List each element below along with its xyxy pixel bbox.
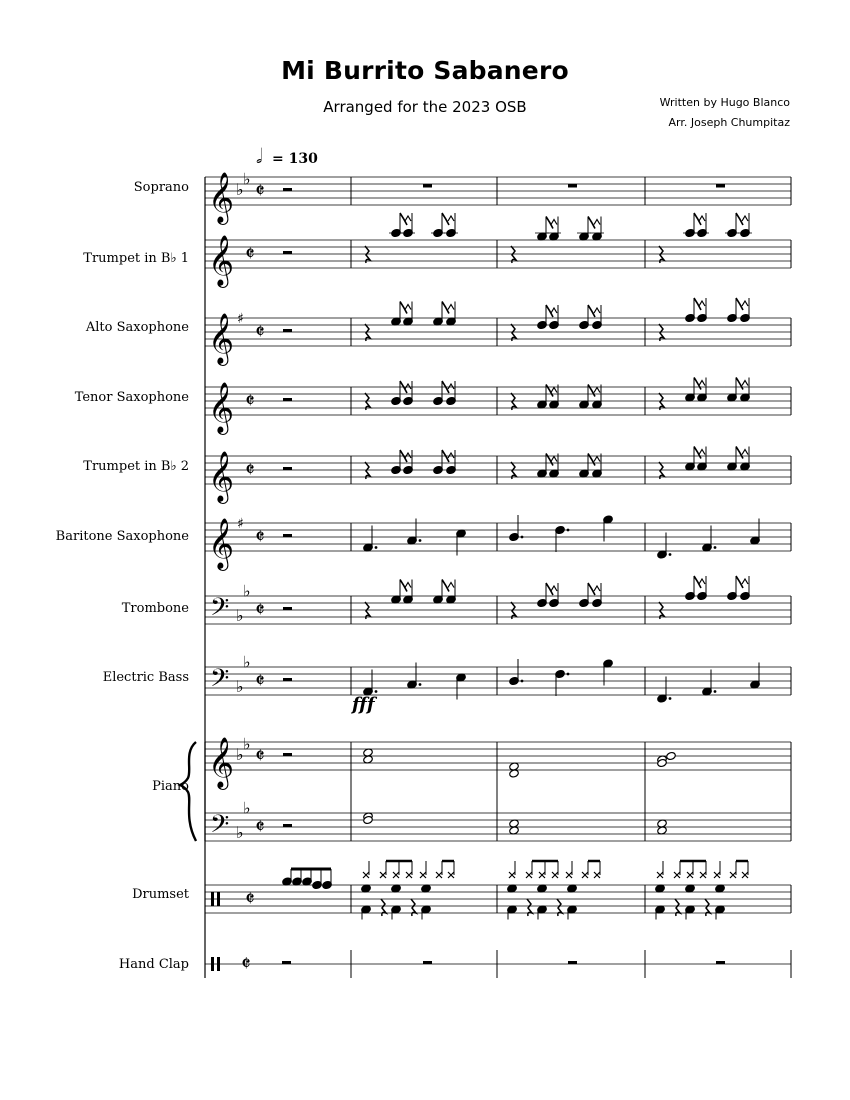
marcato-accent [551,586,557,591]
flat-icon: ♭ [236,677,244,696]
quarter-rest [511,246,516,263]
half-rest [283,329,292,332]
percussion-clef-icon [211,957,214,971]
marcato-accent [594,308,600,313]
cymbal-notehead [582,872,588,878]
cymbal-notehead [420,872,426,878]
marcato-accent [448,583,454,588]
flag [588,583,595,595]
cut-time-icon: 𝄵 [255,744,265,769]
cut-time-icon: 𝄵 [255,669,265,694]
whole-rest [568,184,577,188]
marcato-accent [405,216,411,221]
marcato-accent [405,305,411,310]
whole-rest [423,184,432,188]
half-rest [283,251,292,254]
marcato-accent [699,216,705,221]
flag [442,302,449,314]
dot [521,536,524,539]
marcato-accent [594,457,600,462]
instrument-label: Trombone [121,601,189,616]
cut-time-icon: 𝄵 [245,389,255,414]
dot [567,529,570,532]
cymbal-notehead [380,872,386,878]
quarter-rest [511,602,516,619]
quarter-rest [411,899,416,916]
flag [588,454,595,466]
instrument-label: Soprano [133,180,189,195]
marcato-accent [742,301,748,306]
flag [442,580,449,592]
quarter-rest [365,246,370,263]
quarter-rest [365,462,370,479]
instrument-label: Baritone Saxophone [55,529,189,544]
quarter-rest [557,899,562,916]
quarter-rest [511,462,516,479]
bass-clef-icon: 𝄢 [210,810,230,845]
cymbal-notehead [448,872,454,878]
flat-icon: ♭ [236,823,244,842]
cymbal-notehead [566,872,572,878]
treble-clef-icon: 𝄞 [208,518,235,569]
flat-icon: ♭ [243,798,251,818]
half-rest [283,607,292,610]
whole-rest [423,961,432,964]
marcato-accent [405,384,411,389]
cymbal-notehead [730,872,736,878]
half-rest [283,753,292,756]
treble-clef-icon: 𝄞 [208,172,235,223]
marcato-accent [448,384,454,389]
dot [375,546,378,549]
marcato-accent [742,579,748,584]
dot [375,690,378,693]
dot [669,553,672,556]
quarter-rest [675,899,680,916]
marcato-accent [551,308,557,313]
dot [669,697,672,700]
half-rest [283,824,292,827]
marcato-accent [699,450,705,455]
score-subtitle: Arranged for the 2023 OSB [323,98,527,116]
half-rest [283,398,292,401]
quarter-rest [365,602,370,619]
marcato-accent [405,453,411,458]
flag [588,217,595,229]
treble-clef-icon: 𝄞 [208,235,235,286]
whole-rest [716,184,725,188]
instrument-label: Trumpet in B♭ 1 [83,251,189,266]
quarter-rest [659,462,664,479]
instrument-label: Alto Saxophone [85,320,189,335]
cut-time-icon: 𝄵 [245,458,255,483]
cymbal-notehead [509,872,515,878]
cut-time-icon: 𝄵 [245,887,255,912]
half-rest [283,678,292,681]
marcato-accent [742,381,748,386]
marcato-accent [551,388,557,393]
treble-clef-icon: 𝄞 [208,313,235,364]
treble-clef-icon: 𝄞 [208,451,235,502]
marcato-accent [742,216,748,221]
cymbal-notehead [687,872,693,878]
flag [736,447,743,459]
quarter-rest [511,393,516,410]
flat-icon: ♭ [243,169,251,189]
cymbal-notehead [742,872,748,878]
cymbal-notehead [674,872,680,878]
flag [588,305,595,317]
half-rest [283,188,292,191]
quarter-rest [365,324,370,341]
arranger-credit: Arr. Joseph Chumpitaz [668,116,790,129]
treble-clef-icon: 𝄞 [208,737,235,788]
instrument-label: Tenor Saxophone [74,390,189,405]
flag [736,298,743,310]
sharp-icon: ♯ [237,311,244,327]
cut-time-icon: 𝄵 [255,179,265,204]
half-rest [283,467,292,470]
cymbal-notehead [714,872,720,878]
flag [442,213,449,225]
whole-note [666,751,677,760]
quarter-rest [381,899,386,916]
cymbal-notehead [436,872,442,878]
marcato-accent [594,220,600,225]
quarter-rest [659,393,664,410]
cymbal-notehead [363,872,369,878]
whole-rest [716,961,725,964]
marcato-accent [594,586,600,591]
cymbal-notehead [406,872,412,878]
percussion-clef-icon [217,957,220,971]
percussion-clef-icon [211,892,214,906]
flat-icon: ♭ [236,745,244,764]
marcato-accent [405,583,411,588]
half-note-icon: 𝅗𝅥 [256,144,263,168]
marcato-accent [699,579,705,584]
cut-time-icon: 𝄵 [255,525,265,550]
whole-rest [568,961,577,964]
quarter-rest [705,899,710,916]
half-rest [283,534,292,537]
dot [567,673,570,676]
flat-icon: ♭ [243,581,251,601]
cut-time-icon: 𝄵 [241,952,251,977]
marcato-accent [699,301,705,306]
cut-time-icon: 𝄵 [255,815,265,840]
half-rest [282,961,291,964]
cymbal-notehead [594,872,600,878]
marcato-accent [448,216,454,221]
percussion-clef-icon [217,892,220,906]
sharp-icon: ♯ [237,516,244,532]
cymbal-notehead [526,872,532,878]
dot [714,690,717,693]
dot [714,546,717,549]
flat-icon: ♭ [243,652,251,672]
marcato-accent [551,457,557,462]
marcato-accent [448,453,454,458]
dynamic-marking: fff [352,694,375,715]
instrument-label: Hand Clap [118,957,189,972]
dot [419,683,422,686]
quarter-rest [659,602,664,619]
cymbal-notehead [657,872,663,878]
dot [521,680,524,683]
cut-time-icon: 𝄵 [245,242,255,267]
cut-time-icon: 𝄵 [255,320,265,345]
quarter-rest [511,324,516,341]
quarter-rest [365,393,370,410]
marcato-accent [594,388,600,393]
composer-credit: Written by Hugo Blanco [659,96,790,109]
flat-icon: ♭ [236,606,244,625]
flat-icon: ♭ [236,180,244,199]
score-title: Mi Burrito Sabanero [281,56,569,85]
marcato-accent [699,381,705,386]
instrument-label: Drumset [132,887,189,902]
bass-clef-icon: 𝄢 [210,664,230,699]
instrument-label: Electric Bass [102,670,189,685]
tempo-marking: = 130 [272,151,318,167]
quarter-rest [659,246,664,263]
instrument-label: Piano [152,779,189,794]
cut-time-icon: 𝄵 [255,598,265,623]
flag [736,378,743,390]
marcato-accent [551,220,557,225]
quarter-rest [527,899,532,916]
flag [588,385,595,397]
bass-clef-icon: 𝄢 [210,593,230,628]
treble-clef-icon: 𝄞 [208,382,235,433]
dot [419,539,422,542]
cymbal-notehead [552,872,558,878]
quarter-rest [659,324,664,341]
instrument-label: Trumpet in B♭ 2 [83,459,189,474]
cymbal-notehead [700,872,706,878]
marcato-accent [448,305,454,310]
cymbal-notehead [539,872,545,878]
flag [736,213,743,225]
marcato-accent [742,450,748,455]
flat-icon: ♭ [243,734,251,754]
cymbal-notehead [393,872,399,878]
flag [736,576,743,588]
